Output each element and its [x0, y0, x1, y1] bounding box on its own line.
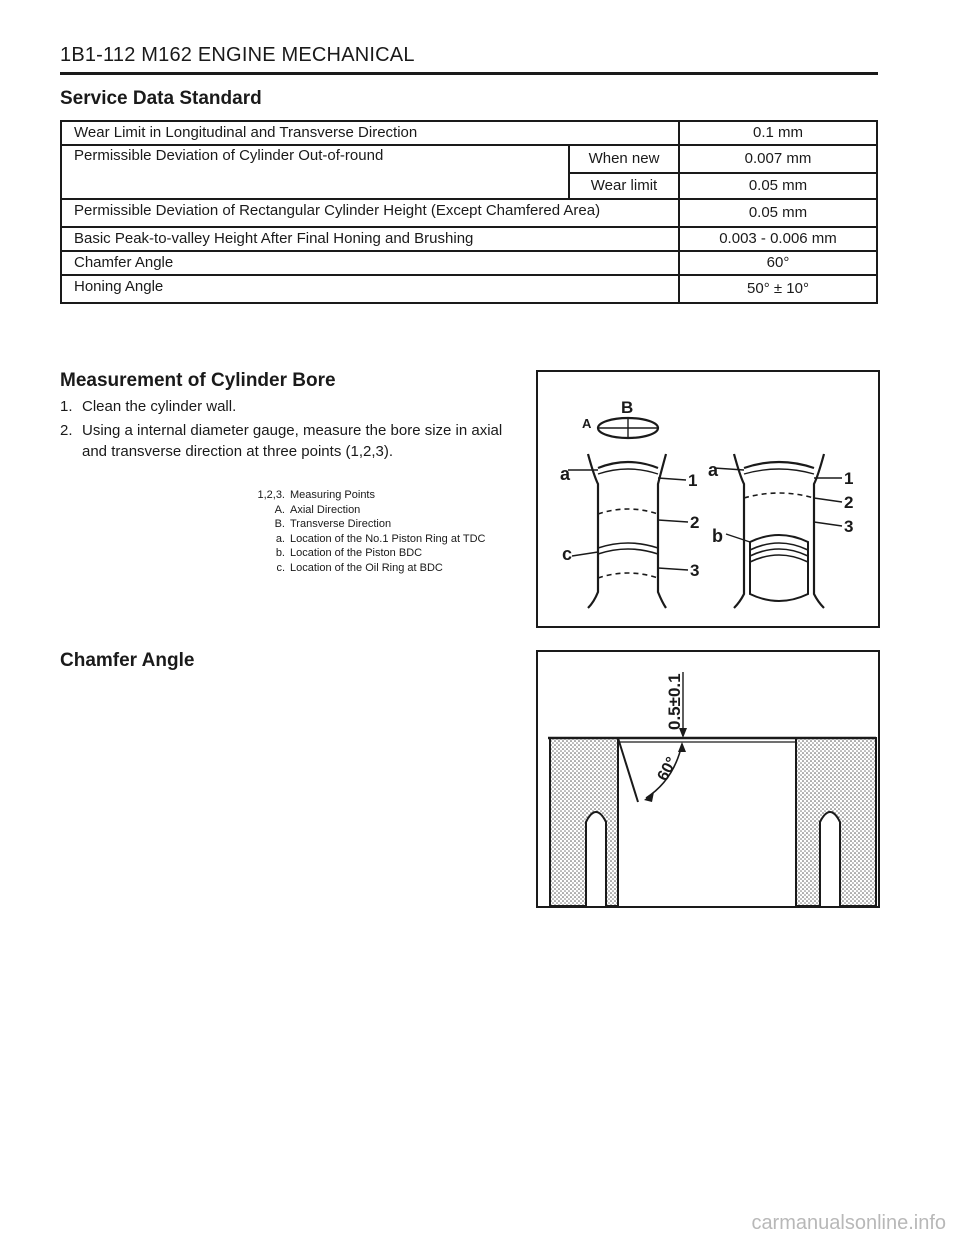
step-number: 2. — [60, 422, 73, 439]
fig-label-3-right: 3 — [844, 517, 854, 536]
legend-key: b. — [275, 547, 285, 559]
measurement-heading: Measurement of Cylinder Bore — [60, 370, 336, 391]
list-item — [60, 396, 510, 417]
spec-sublabel: When new — [569, 145, 679, 173]
spec-value: 0.05 mm — [679, 199, 877, 227]
spec-label: Basic Peak-to-valley Height After Final Honing and Brushing — [61, 227, 679, 251]
step-number: 1. — [60, 398, 73, 415]
spec-sublabel: Wear limit — [569, 173, 679, 199]
spec-label: Honing Angle — [61, 275, 679, 303]
step-text: Using a internal diameter gauge, measure the bore size in axial and transverse direction at three points (1,2,3). — [82, 422, 503, 460]
legend-item — [241, 561, 485, 576]
legend-text: Axial Direction — [290, 503, 361, 516]
fig-label-2-right: 2 — [844, 493, 854, 512]
spec-value: 0.1 mm — [679, 121, 877, 145]
table-row — [61, 227, 877, 251]
chamfer-heading: Chamfer Angle — [60, 650, 195, 671]
measurement-steps — [60, 396, 510, 465]
header-rule — [60, 72, 878, 75]
legend-key: A. — [274, 503, 285, 516]
fig-label-3-left: 3 — [690, 561, 700, 580]
fig-label-A: A — [582, 416, 592, 431]
fig-label-B: B — [621, 398, 634, 417]
fig-label-angle: 60° — [654, 754, 681, 784]
legend-item — [241, 546, 485, 561]
page-header: 1B1-112 M162 ENGINE MECHANICAL — [60, 44, 415, 66]
legend-item — [241, 488, 485, 503]
service-data-table — [60, 120, 878, 304]
fig-label-1-right: 1 — [844, 469, 854, 488]
table-row — [61, 121, 877, 145]
cylinder-bore-drawing — [538, 372, 878, 626]
legend-item — [241, 532, 485, 547]
legend-key: 1,2,3. — [257, 489, 285, 501]
spec-value: 50° ± 10° — [679, 275, 877, 303]
fig-label-a-left: a — [560, 464, 571, 484]
spec-value: 0.05 mm — [679, 173, 877, 199]
legend-text: Location of the Piston BDC — [290, 547, 423, 559]
spec-value: 60° — [679, 251, 877, 275]
step-text: Clean the cylinder wall. — [82, 398, 237, 415]
table-row — [61, 251, 877, 275]
chamfer-angle-drawing — [538, 652, 878, 906]
legend-key: c. — [276, 561, 285, 574]
fig-label-1-left: 1 — [688, 471, 698, 490]
legend-text: Location of the No.1 Piston Ring at TDC — [290, 532, 486, 545]
watermark: carmanualsonline.info — [751, 1212, 946, 1234]
legend-key: B. — [274, 518, 285, 530]
fig-label-2-left: 2 — [690, 513, 700, 532]
legend-item — [241, 517, 485, 532]
table-row — [61, 275, 877, 303]
legend-text: Transverse Direction — [290, 518, 392, 530]
list-item — [60, 420, 510, 462]
legend-text: Measuring Points — [290, 489, 375, 501]
spec-label: Chamfer Angle — [61, 251, 679, 275]
legend-text: Location of the Oil Ring at BDC — [290, 561, 443, 574]
table-row — [61, 145, 877, 173]
table-row — [61, 199, 877, 227]
chamfer-angle-figure — [536, 650, 880, 908]
legend-key: a. — [275, 532, 285, 545]
figure-legend — [241, 488, 485, 575]
spec-label: Permissible Deviation of Rectangular Cylinder Height (Except Chamfered Area) — [61, 199, 679, 227]
legend-item — [241, 503, 485, 518]
spec-label: Permissible Deviation of Cylinder Out-of-round — [61, 145, 569, 199]
fig-label-dimension: 0.5±0.1 — [665, 673, 684, 730]
fig-label-b: b — [712, 526, 723, 546]
spec-value: 0.007 mm — [679, 145, 877, 173]
cylinder-bore-figure — [536, 370, 880, 628]
spec-value: 0.003 - 0.006 mm — [679, 227, 877, 251]
service-data-heading: Service Data Standard — [60, 88, 262, 109]
spec-label: Wear Limit in Longitudinal and Transverse Direction — [61, 121, 679, 145]
fig-label-c: c — [562, 544, 573, 564]
fig-label-a-right: a — [708, 460, 719, 480]
